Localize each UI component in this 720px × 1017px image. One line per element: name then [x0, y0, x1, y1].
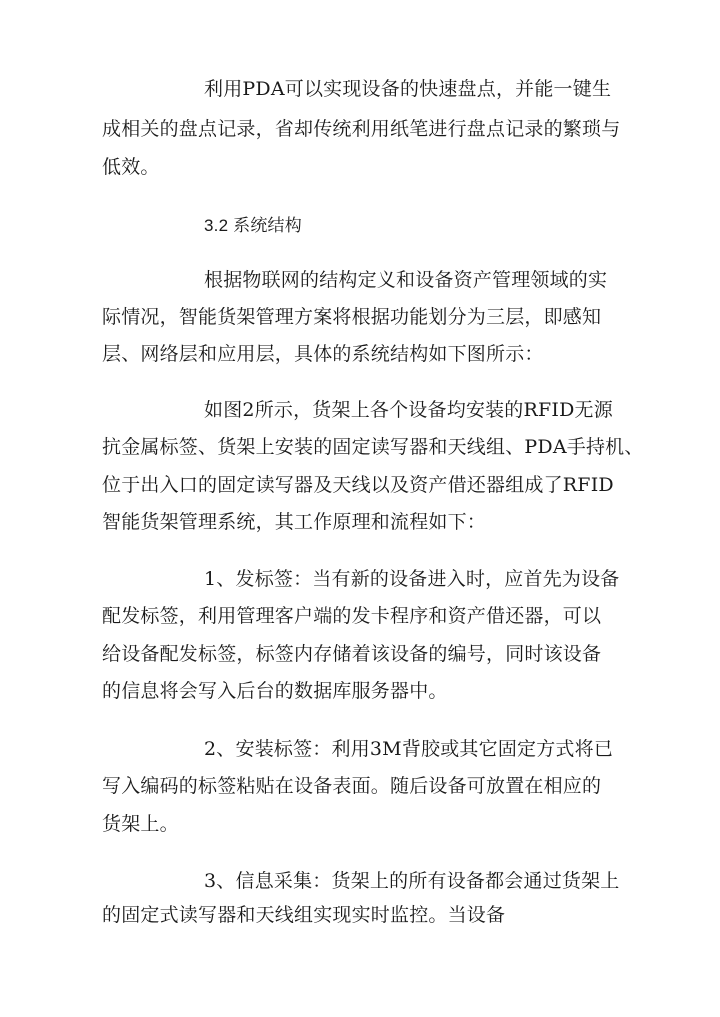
paragraph-1-line-1: 利用PDA可以实现设备的快速盘点，并能一键生: [204, 78, 612, 100]
paragraph-3-line-2: 抗金属标签、货架上安装的固定读写器和天线组、PDA手持机、: [102, 436, 644, 458]
paragraph-3-line-3: 位于出入口的固定读写器及天线以及资产借还器组成了RFID: [102, 474, 614, 496]
paragraph-3-line-1: 如图2所示，货架上各个设备均安装的RFID无源: [204, 399, 613, 421]
step-3-line-2: 的固定式读写器和天线组实现实时监控。当设备: [102, 904, 506, 926]
section-heading: 3.2 系统结构: [204, 216, 302, 235]
step-2-line-2: 写入编码的标签粘贴在设备表面。随后设备可放置在相应的: [102, 775, 602, 797]
paragraph-2-line-3: 层、网络层和应用层，具体的系统结构如下图所示：: [102, 343, 544, 365]
paragraph-2-line-1: 根据物联网的结构定义和设备资产管理领域的实: [204, 269, 608, 291]
step-2-line-3: 货架上。: [102, 813, 179, 835]
step-2-line-1: 2、安装标签：利用3M背胶或其它固定方式将已: [204, 738, 614, 760]
paragraph-3-line-4: 智能货架管理系统，其工作原理和流程如下：: [102, 511, 487, 533]
paragraph-2-line-2: 际情况，智能货架管理方案将根据功能划分为三层，即感知: [102, 306, 602, 328]
step-1-line-1: 1、发标签：当有新的设备进入时，应首先为设备: [204, 568, 620, 590]
step-3-line-1: 3、信息采集：货架上的所有设备都会通过货架上: [204, 870, 620, 892]
paragraph-1-line-2: 成相关的盘点记录，省却传统利用纸笔进行盘点记录的繁琐与: [102, 118, 621, 140]
step-1-line-2: 配发标签，利用管理客户端的发卡程序和资产借还器，可以: [102, 605, 602, 627]
paragraph-1-line-3: 低效。: [102, 156, 160, 178]
step-1-line-4: 的信息将会写入后台的数据库服务器中。: [102, 680, 448, 702]
step-1-line-3: 给设备配发标签，标签内存储着该设备的编号，同时该设备: [102, 643, 602, 665]
